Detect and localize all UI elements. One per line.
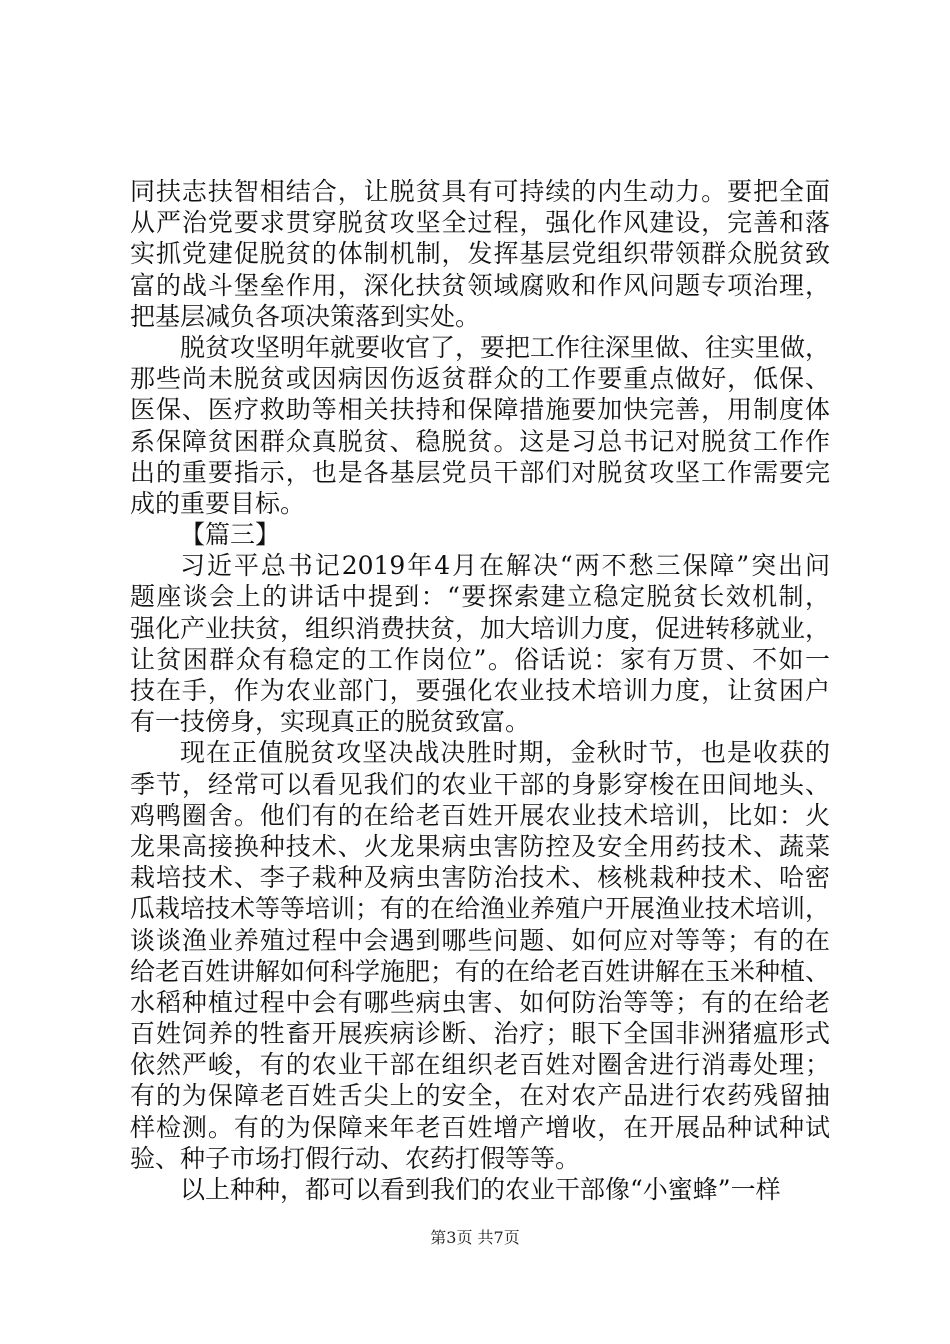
text-line: 依然严峻，有的农业干部在组织老百姓对圈舍进行消毒处理；	[130, 1050, 830, 1080]
text-line: 让贫困群众有稳定的工作岗位”。俗话说：家有万贯、不如一	[130, 644, 830, 674]
paragraph-first-line: 以上种种，都可以看到我们的农业干部像“小蜜蜂”一样	[180, 1175, 781, 1204]
text-line: 季节，经常可以看见我们的农业干部的身影穿梭在田间地头、	[130, 769, 830, 799]
text-line: 有的为保障老百姓舌尖上的安全，在对农产品进行农药残留抽	[130, 1081, 830, 1111]
text-line: 验、种子市场打假行动、农药打假等等。	[130, 1143, 581, 1173]
text-line: 百姓饲养的牲畜开展疾病诊断、治疗；眼下全国非洲猪瘟形式	[130, 1019, 830, 1049]
text-line: 鸡鸭圈舍。他们有的在给老百姓开展农业技术培训，比如：火	[130, 800, 830, 830]
text-line: 出的重要指示，也是各基层党员干部们对脱贫攻坚工作需要完	[130, 457, 830, 487]
text-line: 系保障贫困群众真脱贫、稳脱贫。这是习总书记对脱贫工作作	[130, 426, 830, 456]
document-body	[130, 176, 830, 1205]
text-line: 强化产业扶贫，组织消费扶贫，加大培训力度，促进转移就业，	[130, 613, 830, 643]
text-line: 给老百姓讲解如何科学施肥；有的在给老百姓讲解在玉米种植、	[130, 956, 830, 986]
section-heading: 【篇三】	[180, 520, 281, 550]
text-line: 题座谈会上的讲话中提到：“要探索建立稳定脱贫长效机制，	[130, 582, 830, 612]
paragraph-first-line: 习近平总书记2019年4月在解决“两不愁三保障”突出问	[180, 551, 830, 581]
text-line: 实抓党建促脱贫的体制机制，发挥基层党组织带领群众脱贫致	[130, 239, 830, 269]
paragraph-first-line: 现在正值脱贫攻坚决战决胜时期，金秋时节，也是收获的	[180, 738, 830, 768]
text-line: 栽培技术、李子栽种及病虫害防治技术、核桃栽种技术、哈密	[130, 863, 830, 893]
text-line: 成的重要目标。	[130, 488, 306, 518]
text-line: 那些尚未脱贫或因病因伤返贫群众的工作要重点做好，低保、	[130, 364, 830, 394]
text-line: 样检测。有的为保障来年老百姓增产增收，在开展品种试种试	[130, 1112, 830, 1142]
text-line: 同扶志扶智相结合，让脱贫具有可持续的内生动力。要把全面	[130, 177, 830, 206]
text-line: 医保、医疗救助等相关扶持和保障措施要加快完善，用制度体	[130, 395, 830, 425]
text-line: 水稻种植过程中会有哪些病虫害、如何防治等等；有的在给老	[130, 987, 830, 1017]
page-footer: 第3页 共7页	[430, 1228, 520, 1247]
text-line: 龙果高接换种技术、火龙果病虫害防控及安全用药技术、蔬菜	[130, 831, 830, 861]
text-line: 技在手，作为农业部门，要强化农业技术培训力度，让贫困户	[130, 676, 830, 705]
text-line: 瓜栽培技术等等培训；有的在给渔业养殖户开展渔业技术培训，	[130, 894, 830, 924]
text-line: 富的战斗堡垒作用，深化扶贫领域腐败和作风问题专项治理，	[130, 270, 830, 300]
text-line: 谈谈渔业养殖过程中会遇到哪些问题、如何应对等等；有的在	[130, 925, 830, 955]
text-line: 从严治党要求贯穿脱贫攻坚全过程，强化作风建设，完善和落	[130, 208, 830, 238]
paragraph-first-line: 脱贫攻坚明年就要收官了，要把工作往深里做、往实里做，	[180, 332, 830, 362]
text-line: 把基层减负各项决策落到实处。	[130, 301, 481, 331]
text-line: 有一技傍身，实现真正的脱贫致富。	[130, 707, 531, 737]
